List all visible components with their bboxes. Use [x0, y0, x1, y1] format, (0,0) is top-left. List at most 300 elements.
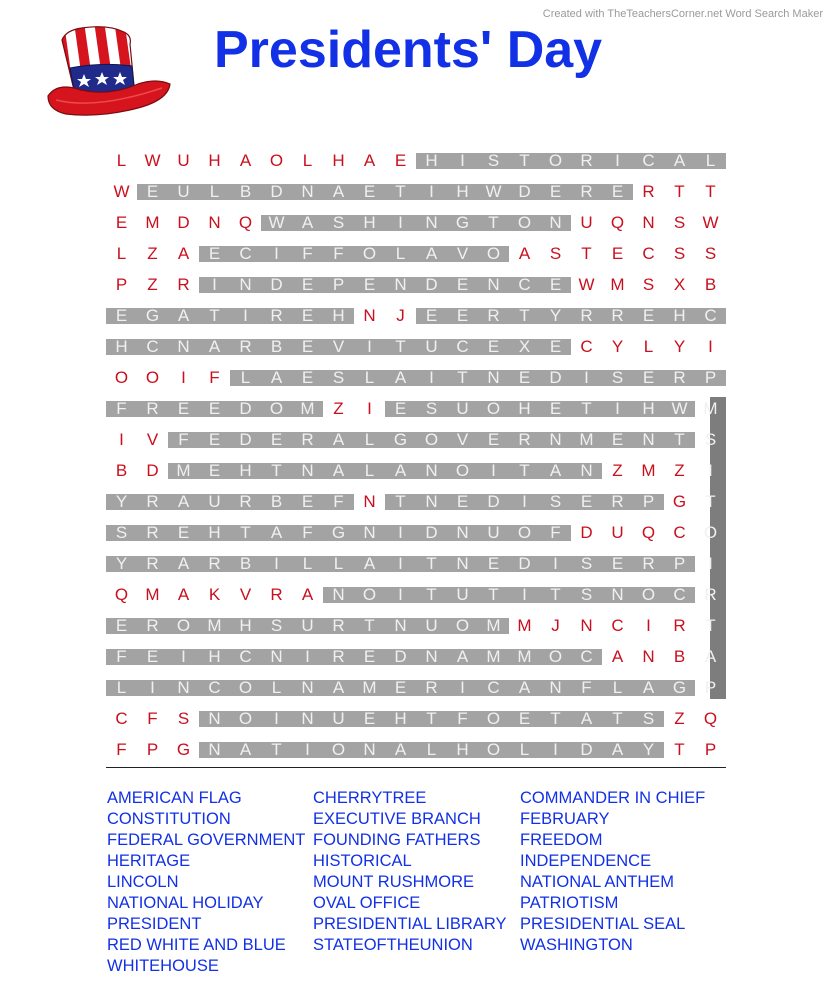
grid-letter: M — [145, 585, 160, 604]
grid-letter: O — [362, 244, 377, 263]
grid-letter: N — [394, 616, 407, 635]
grid-letter: N — [580, 461, 593, 480]
grid-letter: D — [518, 182, 531, 201]
grid-letter: E — [487, 554, 500, 573]
grid-letter: N — [208, 213, 221, 232]
grid-letter: C — [673, 585, 686, 604]
grid-letter: S — [487, 151, 500, 170]
grid-letter: T — [488, 213, 499, 232]
grid-letter: P — [146, 740, 159, 759]
grid-letter: S — [549, 244, 562, 263]
grid-letter: F — [209, 368, 220, 387]
grid-letter: T — [395, 492, 406, 511]
grid-letter: H — [115, 337, 128, 356]
grid-letter: T — [271, 461, 282, 480]
grid-letter: Q — [703, 709, 718, 728]
grid-letter: A — [363, 554, 376, 573]
grid-letter: R — [146, 523, 159, 542]
grid-letter: O — [703, 523, 718, 542]
grid-letter: D — [177, 213, 190, 232]
grid-letter: S — [332, 213, 345, 232]
grid-letter: R — [518, 430, 531, 449]
grid-letter: N — [611, 585, 624, 604]
grid-letter: R — [270, 306, 283, 325]
grid-letter: V — [146, 430, 159, 449]
grid-letter: T — [209, 306, 220, 325]
grid-letter: N — [394, 275, 407, 294]
grid-letter: F — [457, 709, 468, 728]
grid-letter: X — [673, 275, 686, 294]
grid-letter: V — [456, 430, 469, 449]
grid-letter: E — [301, 368, 314, 387]
grid-letter: F — [550, 523, 561, 542]
grid-letter: E — [456, 306, 469, 325]
grid-letter: M — [486, 647, 501, 666]
divider — [106, 767, 726, 768]
grid-letter: N — [363, 492, 376, 511]
grid-letter: M — [579, 430, 594, 449]
grid-letter: D — [487, 492, 500, 511]
grid-letter: I — [181, 368, 186, 387]
grid-letter: R — [146, 554, 159, 573]
grid-letter: U — [301, 616, 314, 635]
word-list-column — [313, 788, 506, 956]
grid-letter: G — [672, 492, 687, 511]
grid-letter: H — [239, 461, 252, 480]
word-list-item: FREEDOM — [520, 831, 603, 849]
grid-letter: A — [177, 244, 190, 263]
grid-letter: T — [674, 740, 685, 759]
grid-letter: I — [398, 554, 403, 573]
grid-letter: N — [549, 678, 562, 697]
grid-letter: I — [708, 461, 713, 480]
grid-letter: B — [704, 275, 717, 294]
grid-letter: D — [394, 647, 407, 666]
grid-letter: P — [704, 740, 717, 759]
grid-letter: T — [395, 182, 406, 201]
grid-letter: N — [301, 182, 314, 201]
word-list-item: STATEOFTHEUNION — [313, 936, 473, 954]
grid-letter: A — [332, 430, 345, 449]
grid-letter: E — [301, 492, 314, 511]
grid-letter: T — [426, 709, 437, 728]
word-list-item: CONSTITUTION — [107, 810, 231, 828]
grid-letter: E — [115, 213, 128, 232]
grid-letter: I — [708, 337, 713, 356]
grid-letter: T — [457, 368, 468, 387]
grid-letter: S — [177, 709, 190, 728]
grid-letter: I — [367, 399, 372, 418]
grid-letter: N — [208, 709, 221, 728]
grid-letter: V — [332, 337, 345, 356]
grid-letter: D — [425, 523, 438, 542]
grid-letter: O — [455, 616, 470, 635]
grid-letter: G — [455, 213, 470, 232]
grid-letter: I — [429, 368, 434, 387]
grid-letter: S — [580, 585, 593, 604]
grid-letter: S — [704, 430, 717, 449]
grid-letter: I — [305, 740, 310, 759]
grid-letter: L — [364, 368, 375, 387]
grid-letter: E — [363, 647, 376, 666]
grid-letter: I — [398, 585, 403, 604]
grid-letter: R — [642, 182, 655, 201]
grid-letter: M — [362, 678, 377, 697]
word-list-item: HISTORICAL — [313, 852, 412, 870]
grid-letter: A — [270, 368, 283, 387]
grid-letter: H — [673, 306, 686, 325]
grid-letter: H — [208, 151, 221, 170]
grid-letter: Y — [673, 337, 686, 356]
grid-letter: W — [702, 213, 719, 232]
grid-letter: E — [208, 430, 221, 449]
grid-letter: L — [116, 151, 127, 170]
grid-letter: E — [270, 430, 283, 449]
grid-letter: E — [177, 523, 190, 542]
grid-letter: Y — [115, 492, 128, 511]
grid-letter: E — [611, 554, 624, 573]
grid-letter: R — [332, 616, 345, 635]
grid-letter: V — [456, 244, 469, 263]
grid-letter: R — [580, 306, 593, 325]
word-list-column — [107, 788, 305, 977]
grid-letter: I — [212, 275, 217, 294]
grid-letter: L — [333, 554, 344, 573]
grid-letter: C — [611, 616, 624, 635]
grid-letter: A — [301, 585, 314, 604]
grid-letter: E — [642, 306, 655, 325]
grid-letter: O — [486, 244, 501, 263]
grid-letter: A — [239, 740, 252, 759]
grid-letter: S — [332, 368, 345, 387]
grid-letter: O — [269, 151, 284, 170]
grid-letter: D — [270, 182, 283, 201]
grid-letter: W — [485, 182, 502, 201]
grid-letter: L — [519, 740, 530, 759]
grid-letter: I — [274, 554, 279, 573]
grid-letter: U — [208, 492, 221, 511]
grid-letter: M — [517, 647, 532, 666]
grid-letter: L — [271, 678, 282, 697]
grid-letter: O — [238, 709, 253, 728]
grid-letter: S — [549, 492, 562, 511]
grid-letter: X — [518, 337, 531, 356]
grid-letter: U — [611, 523, 624, 542]
grid-letter: C — [487, 678, 500, 697]
grid-letter: A — [394, 740, 407, 759]
grid-letter: I — [367, 337, 372, 356]
grid-letter: Z — [674, 709, 685, 728]
grid-letter: U — [456, 399, 469, 418]
grid-letter: I — [553, 554, 558, 573]
grid-letter: T — [705, 492, 716, 511]
grid-letter: R — [301, 430, 314, 449]
grid-letter: N — [177, 337, 190, 356]
grid-letter: T — [581, 244, 592, 263]
grid-letter: E — [301, 306, 314, 325]
grid-letter: W — [113, 182, 130, 201]
grid-letter: L — [705, 151, 716, 170]
grid-letter: O — [362, 585, 377, 604]
grid-letter: S — [611, 368, 624, 387]
grid-letter: O — [486, 709, 501, 728]
grid-letter: S — [642, 709, 655, 728]
grid-letter: A — [177, 585, 190, 604]
grid-letter: E — [301, 275, 314, 294]
grid-letter: E — [549, 182, 562, 201]
grid-letter: A — [177, 492, 190, 511]
word-list-item: MOUNT RUSHMORE — [313, 873, 475, 891]
grid-letter: W — [144, 151, 161, 170]
grid-letter: O — [238, 678, 253, 697]
grid-letter: E — [146, 647, 159, 666]
grid-letter: S — [580, 554, 593, 573]
grid-letter: Q — [114, 585, 129, 604]
grid-letter: U — [425, 616, 438, 635]
grid-letter: H — [332, 151, 345, 170]
grid-letter: N — [549, 430, 562, 449]
grid-letter: N — [425, 213, 438, 232]
grid-letter: H — [208, 647, 221, 666]
grid-letter: A — [208, 337, 221, 356]
grid-letter: E — [549, 399, 562, 418]
grid-letter: I — [646, 616, 651, 635]
grid-letter: I — [305, 647, 310, 666]
grid-letter: G — [145, 306, 160, 325]
grid-letter: D — [239, 399, 252, 418]
grid-letter: E — [487, 337, 500, 356]
grid-letter: H — [239, 616, 252, 635]
grid-letter: E — [146, 182, 159, 201]
grid-letter: R — [487, 306, 500, 325]
grid-letter: S — [673, 213, 686, 232]
grid-letter: I — [398, 523, 403, 542]
grid-letter: E — [115, 306, 128, 325]
grid-letter: C — [642, 244, 655, 263]
grid-letter: N — [425, 492, 438, 511]
grid-letter: S — [642, 275, 655, 294]
grid-letter: R — [177, 275, 190, 294]
grid-letter: C — [115, 709, 128, 728]
grid-letter: E — [456, 275, 469, 294]
grid-letter: I — [584, 368, 589, 387]
grid-letter: O — [145, 368, 160, 387]
word-list-item: WASHINGTON — [520, 936, 633, 954]
grid-letter: S — [425, 399, 438, 418]
grid-letter: H — [363, 213, 376, 232]
grid-letter: K — [208, 585, 221, 604]
grid-letter: T — [705, 616, 716, 635]
grid-letter: O — [455, 461, 470, 480]
grid-letter: T — [488, 585, 499, 604]
grid-letter: A — [704, 647, 717, 666]
grid-letter: C — [239, 244, 252, 263]
grid-letter: B — [270, 337, 283, 356]
grid-letter: I — [522, 492, 527, 511]
grid-letter: I — [615, 399, 620, 418]
grid-letter: A — [177, 306, 190, 325]
grid-letter: A — [239, 151, 252, 170]
grid-letter: I — [243, 306, 248, 325]
grid-letter: A — [394, 368, 407, 387]
grid-letter: N — [239, 275, 252, 294]
grid-letter: N — [301, 678, 314, 697]
grid-letter: A — [611, 647, 624, 666]
grid-letter: O — [548, 151, 563, 170]
grid-letter: H — [642, 399, 655, 418]
word-search-grid — [106, 145, 726, 765]
grid-letter: E — [115, 616, 128, 635]
grid-letter: E — [363, 709, 376, 728]
grid-letter: L — [364, 461, 375, 480]
grid-letter: U — [487, 523, 500, 542]
grid-letter: I — [708, 554, 713, 573]
grid-letter: T — [395, 337, 406, 356]
grid-letter: E — [301, 337, 314, 356]
grid-letter: E — [549, 275, 562, 294]
grid-letter: C — [146, 337, 159, 356]
grid-letter: E — [549, 337, 562, 356]
word-list-item: FEBRUARY — [520, 810, 610, 828]
grid-letter: P — [673, 554, 686, 573]
word-list-item: RED WHITE AND BLUE — [107, 936, 286, 954]
grid-letter: C — [673, 523, 686, 542]
grid-letter: N — [177, 678, 190, 697]
grid-letter: L — [209, 182, 220, 201]
grid-letter: D — [146, 461, 159, 480]
grid-letter: N — [332, 585, 345, 604]
grid-letter: I — [522, 585, 527, 604]
grid-letter: I — [119, 430, 124, 449]
grid-letter: T — [519, 306, 530, 325]
grid-letter: S — [115, 523, 128, 542]
grid-letter: O — [641, 585, 656, 604]
grid-letter: T — [581, 399, 592, 418]
grid-letter: D — [580, 523, 593, 542]
grid-letter: G — [331, 523, 346, 542]
grid-letter: A — [394, 461, 407, 480]
grid-letter: R — [425, 678, 438, 697]
grid-letter: B — [673, 647, 686, 666]
grid-letter: L — [116, 678, 127, 697]
grid-letter: I — [274, 244, 279, 263]
grid-letter: R — [146, 399, 159, 418]
grid-letter: N — [425, 647, 438, 666]
grid-letter: R — [611, 306, 624, 325]
grid-letter: J — [551, 616, 560, 635]
grid-letter: R — [642, 554, 655, 573]
grid-letter: N — [363, 306, 376, 325]
grid-letter: E — [611, 244, 624, 263]
word-list-column — [520, 788, 705, 956]
grid-letter: Y — [642, 740, 655, 759]
grid-letter: N — [642, 430, 655, 449]
grid-letter: F — [116, 740, 127, 759]
word-list-item: INDEPENDENCE — [520, 852, 652, 870]
grid-letter: A — [611, 740, 624, 759]
grid-letter: M — [517, 616, 532, 635]
grid-letter: W — [268, 213, 285, 232]
grid-letter: N — [363, 523, 376, 542]
grid-letter: N — [580, 616, 593, 635]
grid-letter: Q — [610, 213, 625, 232]
uncle-sam-hat-icon — [46, 24, 172, 120]
grid-letter: R — [580, 151, 593, 170]
grid-letter: U — [425, 337, 438, 356]
grid-letter: R — [580, 182, 593, 201]
grid-letter: N — [301, 709, 314, 728]
grid-letter: T — [240, 523, 251, 542]
grid-letter: C — [456, 337, 469, 356]
grid-letter: S — [704, 244, 717, 263]
grid-letter: O — [424, 430, 439, 449]
grid-letter: O — [517, 523, 532, 542]
grid-letter: C — [704, 306, 717, 325]
grid-letter: I — [150, 678, 155, 697]
grid-letter: N — [549, 213, 562, 232]
grid-letter: P — [704, 678, 717, 697]
grid-letter: E — [208, 244, 221, 263]
grid-letter: I — [615, 151, 620, 170]
grid-letter: N — [425, 461, 438, 480]
grid-letter: P — [115, 275, 128, 294]
grid-letter: N — [301, 461, 314, 480]
grid-letter: E — [363, 275, 376, 294]
grid-letter: H — [456, 182, 469, 201]
grid-letter: E — [394, 399, 407, 418]
grid-letter: R — [146, 616, 159, 635]
grid-letter: T — [364, 616, 375, 635]
grid-letter: A — [332, 678, 345, 697]
grid-letter: M — [207, 616, 222, 635]
grid-letter: A — [518, 244, 531, 263]
grid-letter: L — [395, 244, 406, 263]
grid-letter: L — [426, 740, 437, 759]
grid-letter: O — [548, 647, 563, 666]
grid-letter: N — [208, 740, 221, 759]
grid-letter: T — [674, 430, 685, 449]
grid-letter: G — [672, 678, 687, 697]
grid-letter: E — [580, 492, 593, 511]
grid-letter: T — [426, 554, 437, 573]
grid-letter: R — [239, 492, 252, 511]
grid-letter: I — [460, 151, 465, 170]
grid-letter: N — [456, 523, 469, 542]
grid-letter: G — [393, 430, 408, 449]
grid-letter: N — [642, 647, 655, 666]
word-list-item: FOUNDING FATHERS — [313, 831, 481, 849]
grid-letter: I — [398, 213, 403, 232]
grid-letter: Z — [333, 399, 344, 418]
word-list-item: FEDERAL GOVERNMENT — [107, 831, 306, 849]
grid-letter: T — [519, 151, 530, 170]
grid-letter: M — [703, 399, 718, 418]
grid-letter: A — [332, 182, 345, 201]
grid-letter: B — [270, 492, 283, 511]
grid-letter: E — [208, 461, 221, 480]
grid-letter: F — [302, 523, 313, 542]
grid-letter: L — [302, 554, 313, 573]
grid-letter: O — [486, 740, 501, 759]
grid-letter: A — [673, 151, 686, 170]
grid-letter: I — [429, 182, 434, 201]
grid-letter: H — [456, 740, 469, 759]
word-list-item: CHERRYTREE — [313, 789, 427, 807]
grid-letter: G — [176, 740, 191, 759]
grid-letter: E — [456, 492, 469, 511]
grid-letter: Y — [115, 554, 128, 573]
grid-letter: E — [425, 306, 438, 325]
